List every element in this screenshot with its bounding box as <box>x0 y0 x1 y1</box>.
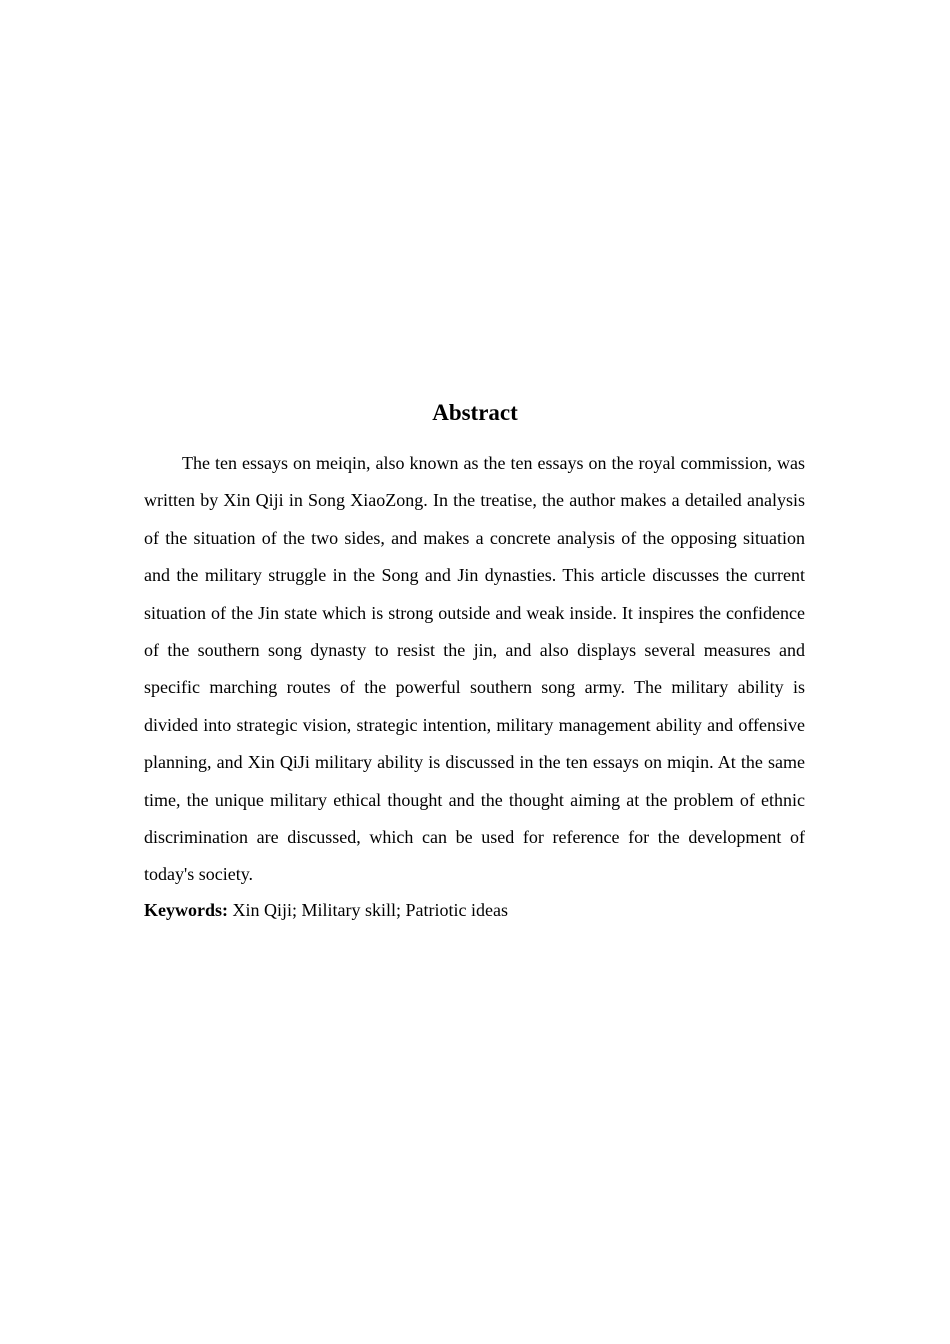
abstract-heading: Abstract <box>432 400 518 425</box>
abstract-paragraph: The ten essays on meiqin, also known as the ten essays on the royal commission, was written by Xin Qiji in Song XiaoZong. In the treatise, the author makes a detailed analysis of the situation of the two sides, and makes a concrete analysis of the opposing situation and the military struggle in the Song and Jin dynasties. This article discusses the current situation of the Jin state which is strong outside and weak inside. It inspires the confidence of the southern song dynasty to resist the jin, and also displays several measures and specific marching routes of the powerful southern song army. The military ability is divided into strategic vision, strategic intention, military management ability and offensive planning, and Xin QiJi military ability is discussed in the ten essays on miqin. At the same time, the unique military ethical thought and the thought aiming at the problem of ethnic discrimination are discussed, which can be used for reference for the development of today's society. <box>144 453 805 885</box>
keywords-list: Xin Qiji; Military skill; Patriotic ideas <box>228 900 508 920</box>
keywords-line <box>144 896 805 924</box>
keywords-label: Keywords: <box>144 900 228 920</box>
